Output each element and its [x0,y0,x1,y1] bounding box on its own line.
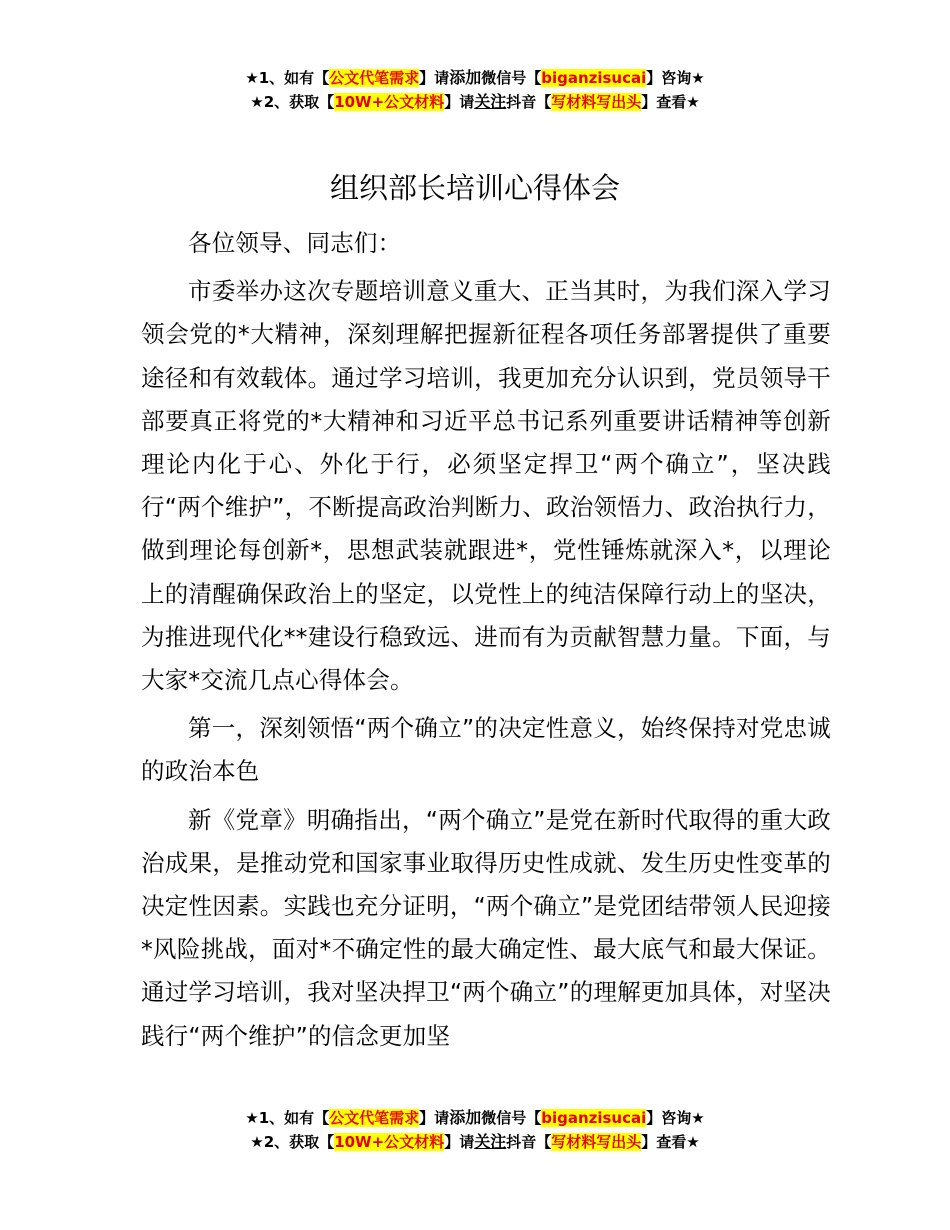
banner-highlight: 10W+公文材料 [334,93,445,111]
banner-text: 微信号【 [481,69,542,87]
banner-highlight: 写材料写出头 [551,1133,642,1151]
banner-text: 】查看★ [641,93,700,111]
banner-highlight: biganzisucai [541,1109,647,1127]
banner-line-2 [0,90,950,114]
banner-text: 】咨询★ [646,69,705,87]
header-banner [0,66,950,114]
paragraph: 市委举办这次专题培训意义重大、正当其时，为我们深入学习领会党的*大精神，深刻理解把握新征程各项任务部署提供了重要途径和有效载体。通过学习培训，我更加充分认识到，党员领导干部要真正将党的*大精神和习近平总书记系列重要讲话精神等创新理论内化于心、外化于行，必须坚定捍卫“两个确立”，坚决践行“两个维护”，不断提高政治判断力、政治领悟力、政治执行力，做到理论每创新*，思想武装就跟进*，党性锤炼就深入*，以理论上的清醒确保政治上的坚定，以党性上的纯洁保障行动上的坚决，为推进现代化**建设行稳致远、进而有为贡献智慧力量。下面，与大家*交流几点心得体会。 [141,277,831,695]
banner-highlight: biganzisucai [541,69,647,87]
banner-text: 微信号【 [481,1109,542,1127]
banner-highlight: 10W+公文材料 [334,1133,445,1151]
banner-highlight: 公文代笔需求 [329,69,420,87]
banner-text: ★2、获取【 [250,1133,335,1151]
banner-text: 】咨询★ [646,1109,705,1127]
banner-line-1 [0,66,950,90]
banner-line-2 [0,1130,950,1154]
banner-emphasis: 关注 [474,92,507,111]
banner-text: 】请 [444,1133,475,1151]
document-title: 组织部长培训心得体会 [329,171,620,205]
banner-text: 】请 [419,1109,450,1127]
banner-highlight: 写材料写出头 [551,93,642,111]
document-body [141,222,831,1063]
banner-text: ★2、获取【 [250,93,335,111]
banner-text: 抖音【 [506,1133,552,1151]
banner-text: 】查看★ [641,1133,700,1151]
banner-line-1 [0,1106,950,1130]
section-heading: 第一，深刻领悟“两个确立”的决定性意义，始终保持对党忠诚的政治本色 [141,714,831,786]
salutation: 各位领导、同志们： [188,229,402,257]
banner-text: 抖音【 [506,93,552,111]
footer-banner [0,1106,950,1154]
paragraph: 新《党章》明确指出，“两个确立”是党在新时代取得的重大政治成果，是推动党和国家事业取得历史性成就、发生历史性变革的决定性因素。实践也充分证明，“两个确立”是党团结带领人民迎接*风险挑战，面对*不确定性的最大确定性、最大底气和最大保证。通过学习培训，我对坚决捍卫“两个确立”的理解更加具体，对坚决践行“两个维护”的信念更加坚 [141,805,831,1050]
banner-text: 】请 [419,69,450,87]
banner-text: ★1、如有【 [245,69,330,87]
banner-emphasis: 关注 [474,1132,507,1151]
banner-highlight: 公文代笔需求 [329,1109,420,1127]
banner-emphasis: 添加 [449,1108,482,1127]
banner-text: 】请 [444,93,475,111]
banner-text: ★1、如有【 [245,1109,330,1127]
banner-emphasis: 添加 [449,68,482,87]
